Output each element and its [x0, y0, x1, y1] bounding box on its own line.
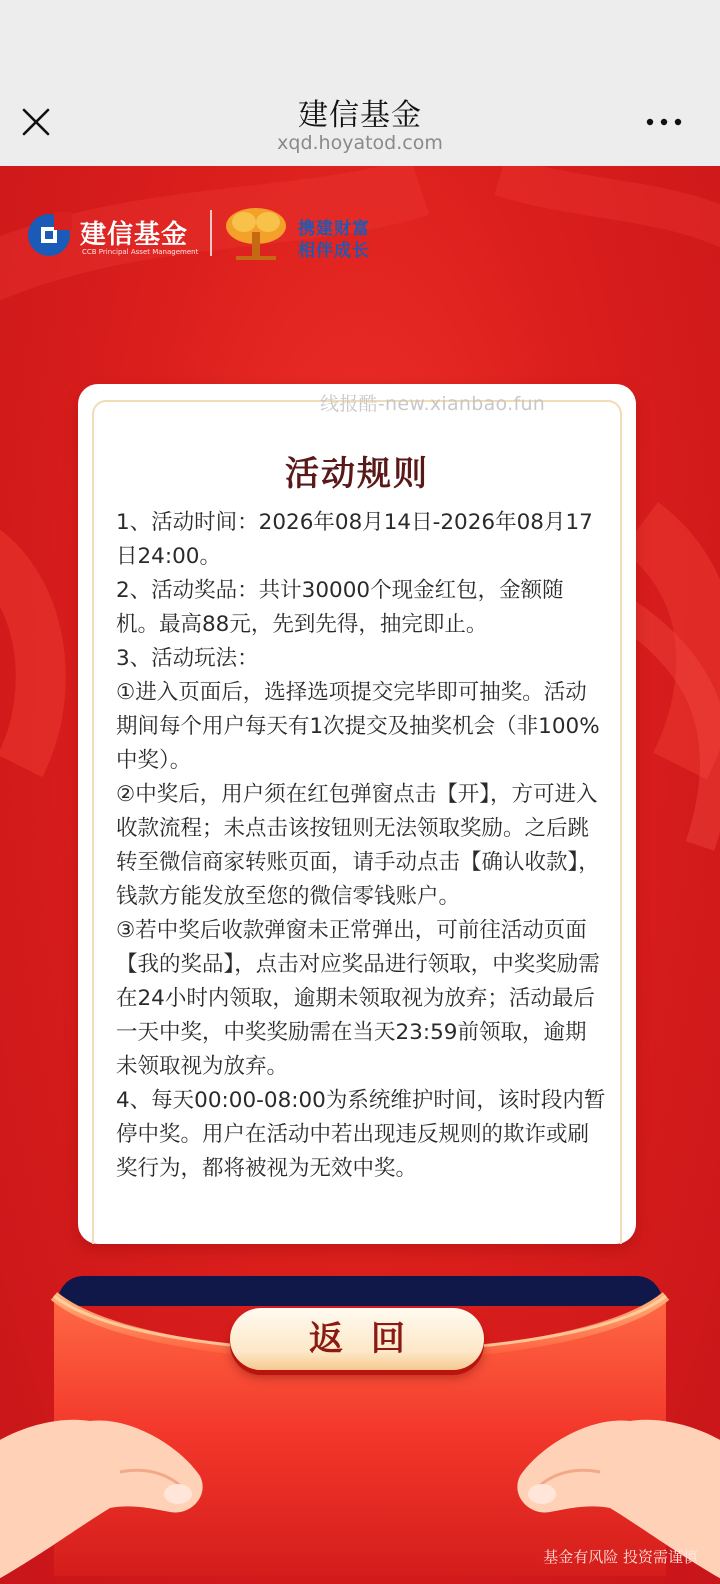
ccb-logo-icon [26, 212, 72, 258]
brand-divider [210, 210, 212, 256]
back-button[interactable]: 返回 [230, 1308, 484, 1370]
rule-item: ①进入页面后，选择选项提交完毕即可抽奖。活动期间每个用户每天有1次提交及抽奖机会（非100%中奖）。 [116, 680, 600, 773]
slogan-line-1: 携建财富 [298, 219, 370, 239]
rule-item: 3、活动玩法： [116, 646, 259, 671]
brand-english: CCB Principal Asset Management [82, 248, 199, 256]
brand-name: 建信基金 [80, 220, 189, 250]
risk-disclaimer: 基金有风险 投资需谨慎 [543, 1548, 698, 1566]
more-icon[interactable] [644, 112, 684, 132]
watermark-text: 线报酷-new.xianbao.fun [320, 393, 546, 415]
top-bar [0, 0, 720, 166]
page-url: xqd.hoyatod.com [277, 132, 443, 154]
rules-title: 活动规则 [285, 454, 429, 494]
rule-item: ②中奖后，用户须在红包弹窗点击【开】，方可进入收款流程；未点击该按钮则无法领取奖励。之后跳转至微信商家转账页面，请手动点击【确认收款】，钱款方能发放至您的微信零钱账户。 [116, 782, 600, 909]
page-title: 建信基金 [298, 98, 422, 133]
brand-header [26, 206, 386, 266]
rule-item: 1、活动时间：2026年08月14日-2026年08月17日24:00。 [116, 510, 593, 569]
tree-logo-icon [222, 206, 290, 262]
slogan-line-2: 相伴成长 [298, 241, 370, 261]
rule-item: 2、活动奖品：共计30000个现金红包，金额随机。最高88元，先到先得，抽完即止。 [116, 578, 564, 637]
rule-item: ③若中奖后收款弹窗未正常弹出，可前往活动页面【我的奖品】，点击对应奖品进行领取，中奖奖励需在24小时内领取，逾期未领取视为放弃；活动最后一天中奖，中奖奖励需在当天23:59前领取，逾期未领取视为放弃。 [116, 918, 600, 1079]
rules-body [116, 506, 606, 1186]
rule-item: 4、每天00:00-08:00为系统维护时间，该时段内暂停中奖。用户在活动中若出现违反规则的欺诈或刷奖行为，都将被视为无效中奖。 [116, 1088, 606, 1181]
